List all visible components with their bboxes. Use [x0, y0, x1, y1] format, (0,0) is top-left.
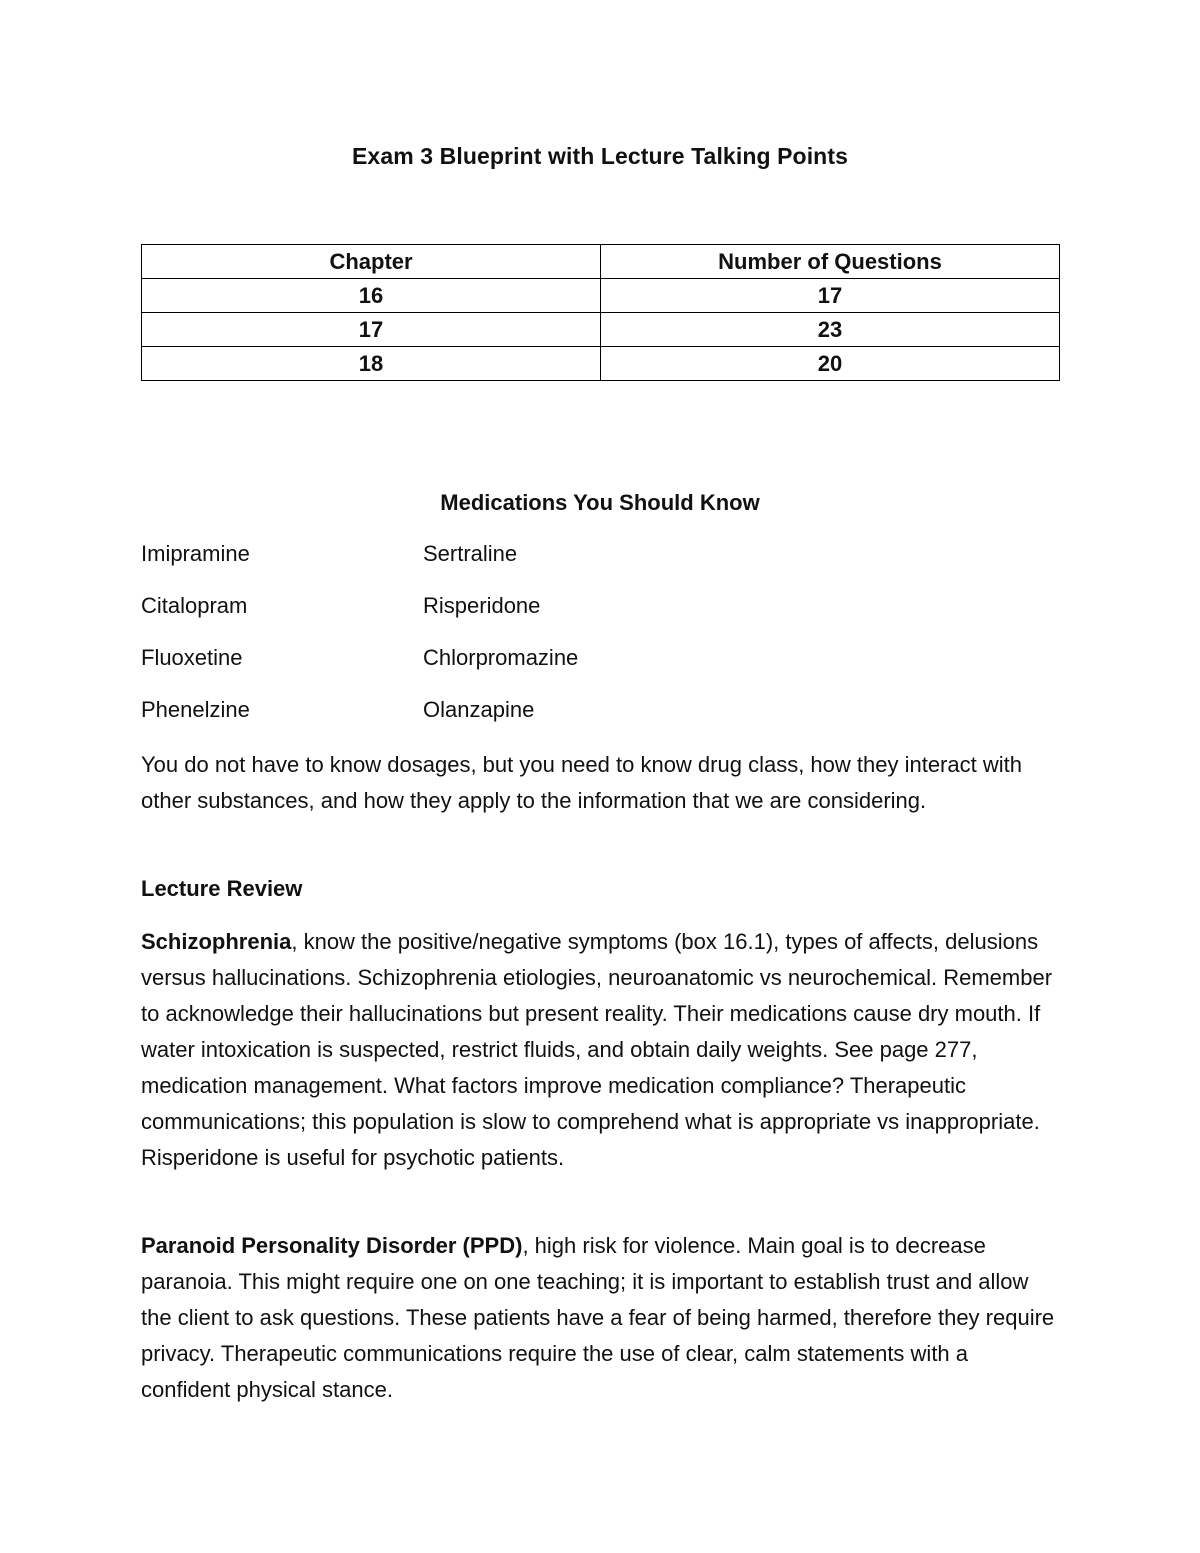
lecture-review-heading: Lecture Review	[141, 876, 303, 901]
chapter-header: Chapter	[142, 245, 601, 279]
medications-list	[141, 541, 1041, 749]
questions-cell: 17	[601, 279, 1060, 313]
chapter-cell: 18	[142, 347, 601, 381]
dosage-note: You do not have to know dosages, but you need to know drug class, how they interact with other substances, and how they apply to the information that we are considering.	[141, 752, 1022, 813]
medication-row	[141, 541, 1041, 593]
ppd-text: , high risk for violence. Main goal is to decrease paranoia. This might require one on one teaching; it is important to establish trust and allow the client to ask questions. These patients have a fear of being harmed, therefore they require privacy. Therapeutic communications require the use of clear, calm statements with a confident physical stance.	[141, 1233, 1055, 1402]
document-title: Exam 3 Blueprint with Lecture Talking Points	[351, 143, 848, 169]
table-row	[142, 313, 1060, 347]
table-header-row	[142, 245, 1060, 279]
medication-item: Olanzapine	[423, 697, 535, 722]
questions-cell: 20	[601, 347, 1060, 381]
table-row	[142, 279, 1060, 313]
ppd-paragraph	[141, 1228, 1061, 1408]
medication-item: Phenelzine	[141, 697, 250, 722]
medications-heading: Medications You Should Know	[440, 490, 760, 515]
medication-row	[141, 593, 1041, 645]
medication-row	[141, 697, 1041, 749]
schizophrenia-term: Schizophrenia	[141, 929, 292, 954]
blueprint-table	[141, 244, 1060, 381]
medication-item: Chlorpromazine	[423, 645, 579, 670]
medication-item: Sertraline	[423, 541, 518, 566]
questions-header: Number of Questions	[601, 245, 1060, 279]
medication-row	[141, 645, 1041, 697]
table-row	[142, 347, 1060, 381]
medication-item: Fluoxetine	[141, 645, 243, 670]
chapter-cell: 17	[142, 313, 601, 347]
schizophrenia-paragraph	[141, 924, 1061, 1176]
schizophrenia-text: , know the positive/negative symptoms (box 16.1), types of affects, delusions versus hallucinations. Schizophrenia etiologies, neuroanatomic vs neurochemical. Remember to acknowledge their hallucinations but present reality. Their medications cause dry mouth. If water intoxication is suspected, restrict fluids, and obtain daily weights. See page 277, medication management. What factors improve medication compliance? Therapeutic communications; this population is slow to comprehend what is appropriate vs inappropriate. Risperidone is useful for psychotic patients.	[141, 929, 1053, 1170]
ppd-term: Paranoid Personality Disorder (PPD)	[141, 1233, 523, 1258]
chapter-cell: 16	[142, 279, 601, 313]
medication-item: Risperidone	[423, 593, 541, 618]
medication-item: Citalopram	[141, 593, 248, 618]
medication-item: Imipramine	[141, 541, 250, 566]
questions-cell: 23	[601, 313, 1060, 347]
